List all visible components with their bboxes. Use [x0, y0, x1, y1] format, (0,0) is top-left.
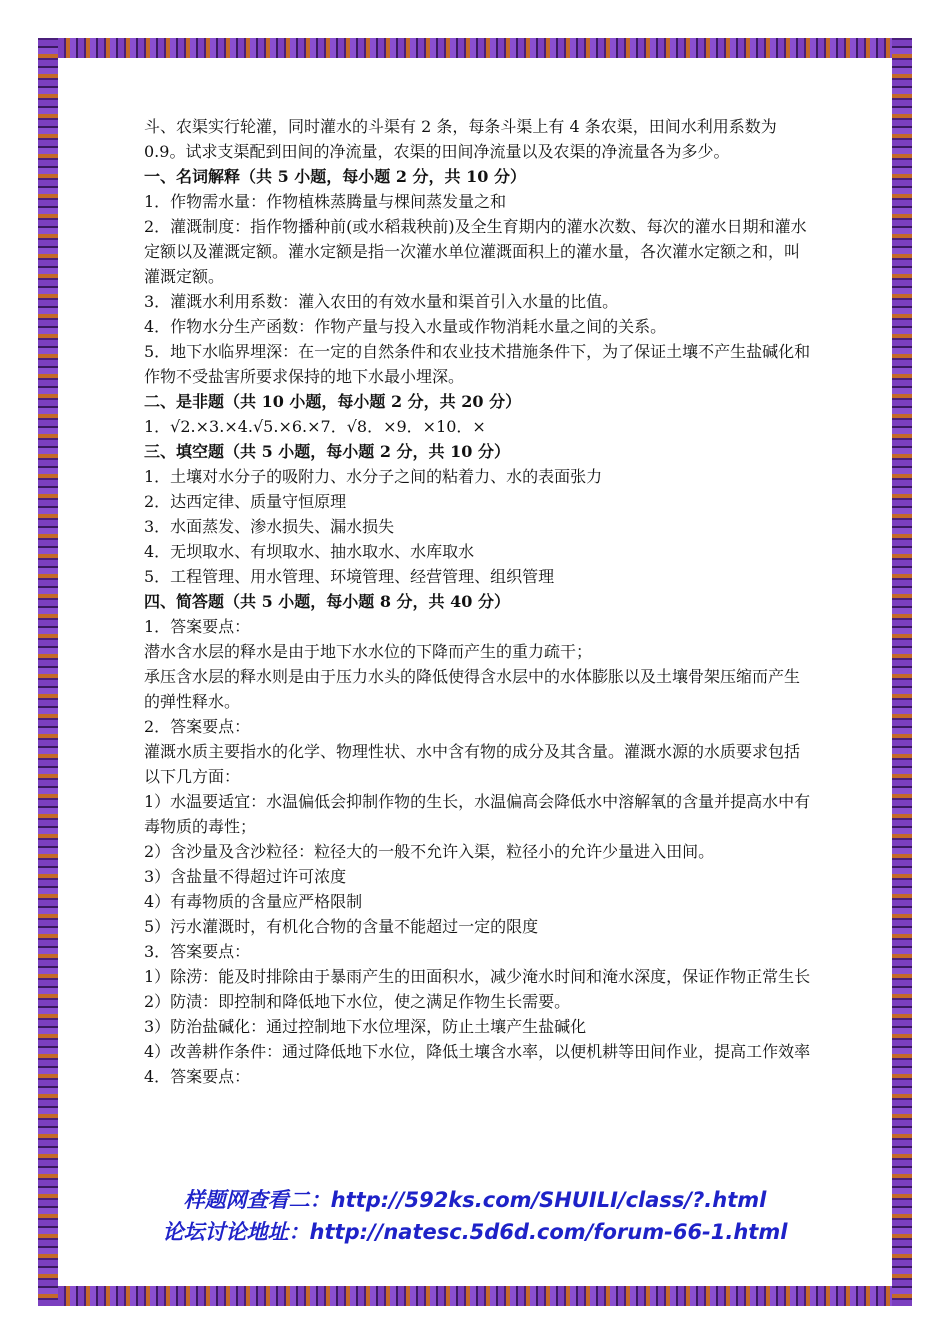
paragraph: 2）防渍：即控制和降低地下水位，使之满足作物生长需要。 — [144, 992, 571, 1011]
paragraph: 3）含盐量不得超过许可浓度 — [144, 867, 347, 886]
document-text — [144, 114, 812, 1089]
paragraph: 3）防治盐碱化：通过控制地下水位埋深，防止土壤产生盐碱化 — [144, 1017, 587, 1036]
paragraph: 1）水温要适宜：水温偏低会抑制作物的生长，水温偏高会降低水中溶解氧的含量并提高水中有毒物质的毒性； — [144, 792, 811, 836]
paragraph: 1．√2.×3.×4.√5.×6.×7．√8．×9．×10．× — [144, 417, 486, 436]
paragraph: 2．答案要点： — [144, 717, 251, 736]
paragraph: 4．作物水分生产函数：作物产量与投入水量或作物消耗水量之间的关系。 — [144, 317, 667, 336]
paragraph: 5．地下水临界埋深：在一定的自然条件和农业技术措施条件下，为了保证土壤不产生盐碱化和作物不受盐害所要求保持的地下水最小埋深。 — [144, 342, 811, 386]
paragraph: 5）污水灌溉时，有机化合物的含量不能超过一定的限度 — [144, 917, 539, 936]
paragraph: 1）除涝：能及时排除由于暴雨产生的田面积水，减少淹水时间和淹水深度，保证作物正常生长 — [144, 967, 811, 986]
paragraph: 4）有毒物质的含量应严格限制 — [144, 892, 363, 911]
paragraph: 4．无坝取水、有坝取水、抽水取水、水库取水 — [144, 542, 475, 561]
section-heading: 一、名词解释（共 5 小题，每小题 2 分，共 10 分） — [144, 167, 526, 186]
paragraph: 承压含水层的释水则是由于压力水头的降低使得含水层中的水体膨胀以及土壤骨架压缩而产生的弹性释水。 — [144, 667, 801, 711]
paragraph: 5．工程管理、用水管理、环境管理、经营管理、组织管理 — [144, 567, 555, 586]
paragraph: 3．答案要点： — [144, 942, 251, 961]
paragraph: 1．土壤对水分子的吸附力、水分子之间的粘着力、水的表面张力 — [144, 467, 603, 486]
paragraph: 潜水含水层的释水是由于地下水水位的下降而产生的重力疏干； — [144, 642, 593, 661]
paragraph: 4．答案要点： — [144, 1067, 251, 1086]
section-heading: 二、是非题（共 10 小题，每小题 2 分，共 20 分） — [144, 392, 522, 411]
paragraph: 2．灌溉制度：指作物播种前(或水稻栽秧前)及全生育期内的灌水次数、每次的灌水日期和灌水定额以及灌溉定额。灌水定额是指一次灌水单位灌溉面积上的灌水量，各次灌水定额之和，叫灌溉定额。 — [144, 217, 807, 286]
footer-link-samples[interactable]: 样题网查看二：http://592ks.com/SHUILI/class/?.html — [183, 1188, 767, 1212]
paragraph: 4）改善耕作条件：通过降低地下水位，降低土壤含水率，以便机耕等田间作业，提高工作效率 — [144, 1042, 811, 1061]
paragraph: 2．达西定律、质量守恒原理 — [144, 492, 347, 511]
paragraph: 3．灌溉水利用系数：灌入农田的有效水量和渠首引入水量的比值。 — [144, 292, 619, 311]
paragraph: 灌溉水质主要指水的化学、物理性状、水中含有物的成分及其含量。灌溉水源的水质要求包括以下几方面： — [144, 742, 801, 786]
paragraph: 1．作物需水量：作物植株蒸腾量与棵间蒸发量之和 — [144, 192, 507, 211]
section-heading: 三、填空题（共 5 小题，每小题 2 分，共 10 分） — [144, 442, 510, 461]
paragraph: 3．水面蒸发、渗水损失、漏水损失 — [144, 517, 395, 536]
decorative-border-top — [38, 38, 912, 58]
decorative-border-left — [38, 38, 58, 1306]
section-heading: 四、简答题（共 5 小题，每小题 8 分，共 40 分） — [144, 592, 510, 611]
paragraph: 2）含沙量及含沙粒径：粒径大的一般不允许入渠，粒径小的允许少量进入田间。 — [144, 842, 715, 861]
decorative-border-right — [892, 38, 912, 1306]
paragraph: 斗、农渠实行轮灌，同时灌水的斗渠有 2 条，每条斗渠上有 4 条农渠，田间水利用系数为 0.9。试求支渠配到田间的净流量，农渠的田间净流量以及农渠的净流量各为多少。 — [144, 117, 777, 161]
decorative-border-bottom — [38, 1286, 912, 1306]
footer-link-forum[interactable]: 论坛讨论地址：http://natesc.5d6d.com/forum-66-1.html — [162, 1220, 788, 1244]
paragraph: 1．答案要点： — [144, 617, 251, 636]
